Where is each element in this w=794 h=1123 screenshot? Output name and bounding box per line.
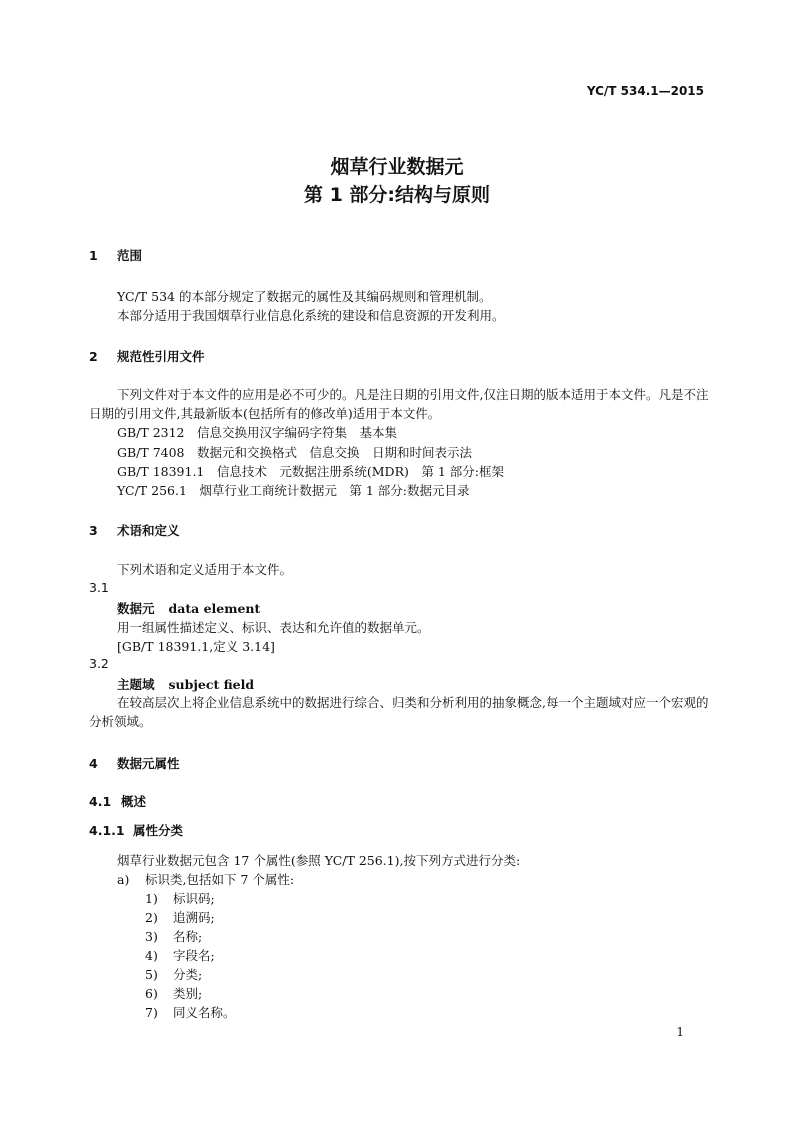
list-text: 标识码;: [173, 891, 215, 906]
paragraph: 下列术语和定义适用于本文件。: [117, 562, 293, 577]
term-heading: [117, 599, 260, 617]
section-title: 数据元属性: [117, 756, 180, 771]
list-item: [145, 889, 215, 907]
list-number: 6): [145, 986, 158, 1001]
page-number: 1: [676, 1025, 684, 1039]
paragraph: 本部分适用于我国烟草行业信息化系统的建设和信息资源的开发利用。: [117, 308, 505, 323]
list-item: [145, 946, 215, 964]
term-definition: 在较高层次上将企业信息系统中的数据进行综合、归类和分析利用的抽象概念,每一个主题域对应一个宏观的分析领域。: [89, 695, 709, 729]
section-title: 概述: [121, 794, 147, 809]
term-en: subject field: [168, 677, 255, 692]
section-2-heading: [89, 347, 205, 365]
document-id: YC/T 534.1—2015: [586, 84, 704, 98]
list-number: 5): [145, 967, 158, 982]
reference-item: GB/T 18391.1 信息技术 元数据注册系统(MDR) 第 1 部分:框架: [117, 464, 504, 479]
list-item: [145, 908, 215, 926]
list-item: [145, 965, 202, 983]
section-number: 4.1: [89, 794, 112, 809]
section-title: 规范性引用文件: [117, 349, 205, 364]
list-text: 追溯码;: [173, 910, 215, 925]
section-number: 4: [89, 756, 98, 771]
paragraph: 烟草行业数据元包含 17 个属性(参照 YC/T 256.1),按下列方式进行分类:: [117, 853, 521, 868]
section-3-heading: [89, 521, 180, 539]
term-zh: 主题域: [117, 677, 155, 692]
section-number: 3: [89, 523, 98, 538]
section-number: 4.1.1: [89, 823, 125, 838]
term-definition: 用一组属性描述定义、标识、表达和允许值的数据单元。: [117, 620, 430, 635]
section-title: 术语和定义: [117, 523, 180, 538]
list-number: 2): [145, 910, 158, 925]
reference-item: YC/T 256.1 烟草行业工商统计数据元 第 1 部分:数据元目录: [117, 483, 470, 498]
term-number: 3.2: [89, 656, 109, 671]
section-number: 2: [89, 349, 98, 364]
list-item: [145, 927, 202, 945]
term-en: data element: [168, 601, 261, 616]
paragraph: YC/T 534 的本部分规定了数据元的属性及其编码规则和管理机制。: [117, 289, 492, 304]
document-title-line1: 烟草行业数据元: [330, 156, 464, 178]
list-text: 同义名称。: [173, 1005, 236, 1020]
reference-item: GB/T 7408 数据元和交换格式 信息交换 日期和时间表示法: [117, 445, 473, 460]
list-item: [145, 984, 202, 1002]
document-title-line2: 第 1 部分:结构与原则: [303, 184, 491, 206]
list-text: 名称;: [173, 929, 203, 944]
list-item: [145, 1003, 236, 1021]
list-label: a): [117, 872, 130, 887]
list-number: 3): [145, 929, 158, 944]
term-source: [GB/T 18391.1,定义 3.14]: [117, 639, 275, 654]
reference-item: GB/T 2312 信息交换用汉字编码字符集 基本集: [117, 425, 398, 440]
list-text: 分类;: [173, 967, 203, 982]
term-zh: 数据元: [117, 601, 155, 616]
list-item-a: [117, 870, 294, 888]
paragraph: 下列文件对于本文件的应用是必不可少的。凡是注日期的引用文件,仅注日期的版本适用于本文件。凡是不注日期的引用文件,其最新版本(包括所有的修改单)适用于本文件。: [89, 387, 709, 421]
section-title: 范围: [117, 248, 143, 263]
section-4-1-1-heading: [89, 821, 183, 839]
section-number: 1: [89, 248, 98, 263]
list-text: 类别;: [173, 986, 203, 1001]
list-number: 4): [145, 948, 158, 963]
section-4-1-heading: [89, 792, 146, 810]
list-number: 1): [145, 891, 158, 906]
term-number: 3.1: [89, 580, 109, 595]
section-title: 属性分类: [133, 823, 184, 838]
term-heading: [117, 675, 254, 693]
section-4-heading: [89, 754, 180, 772]
section-1-heading: [89, 246, 142, 264]
list-text: 字段名;: [173, 948, 215, 963]
list-number: 7): [145, 1005, 158, 1020]
list-text: 标识类,包括如下 7 个属性:: [145, 872, 295, 887]
